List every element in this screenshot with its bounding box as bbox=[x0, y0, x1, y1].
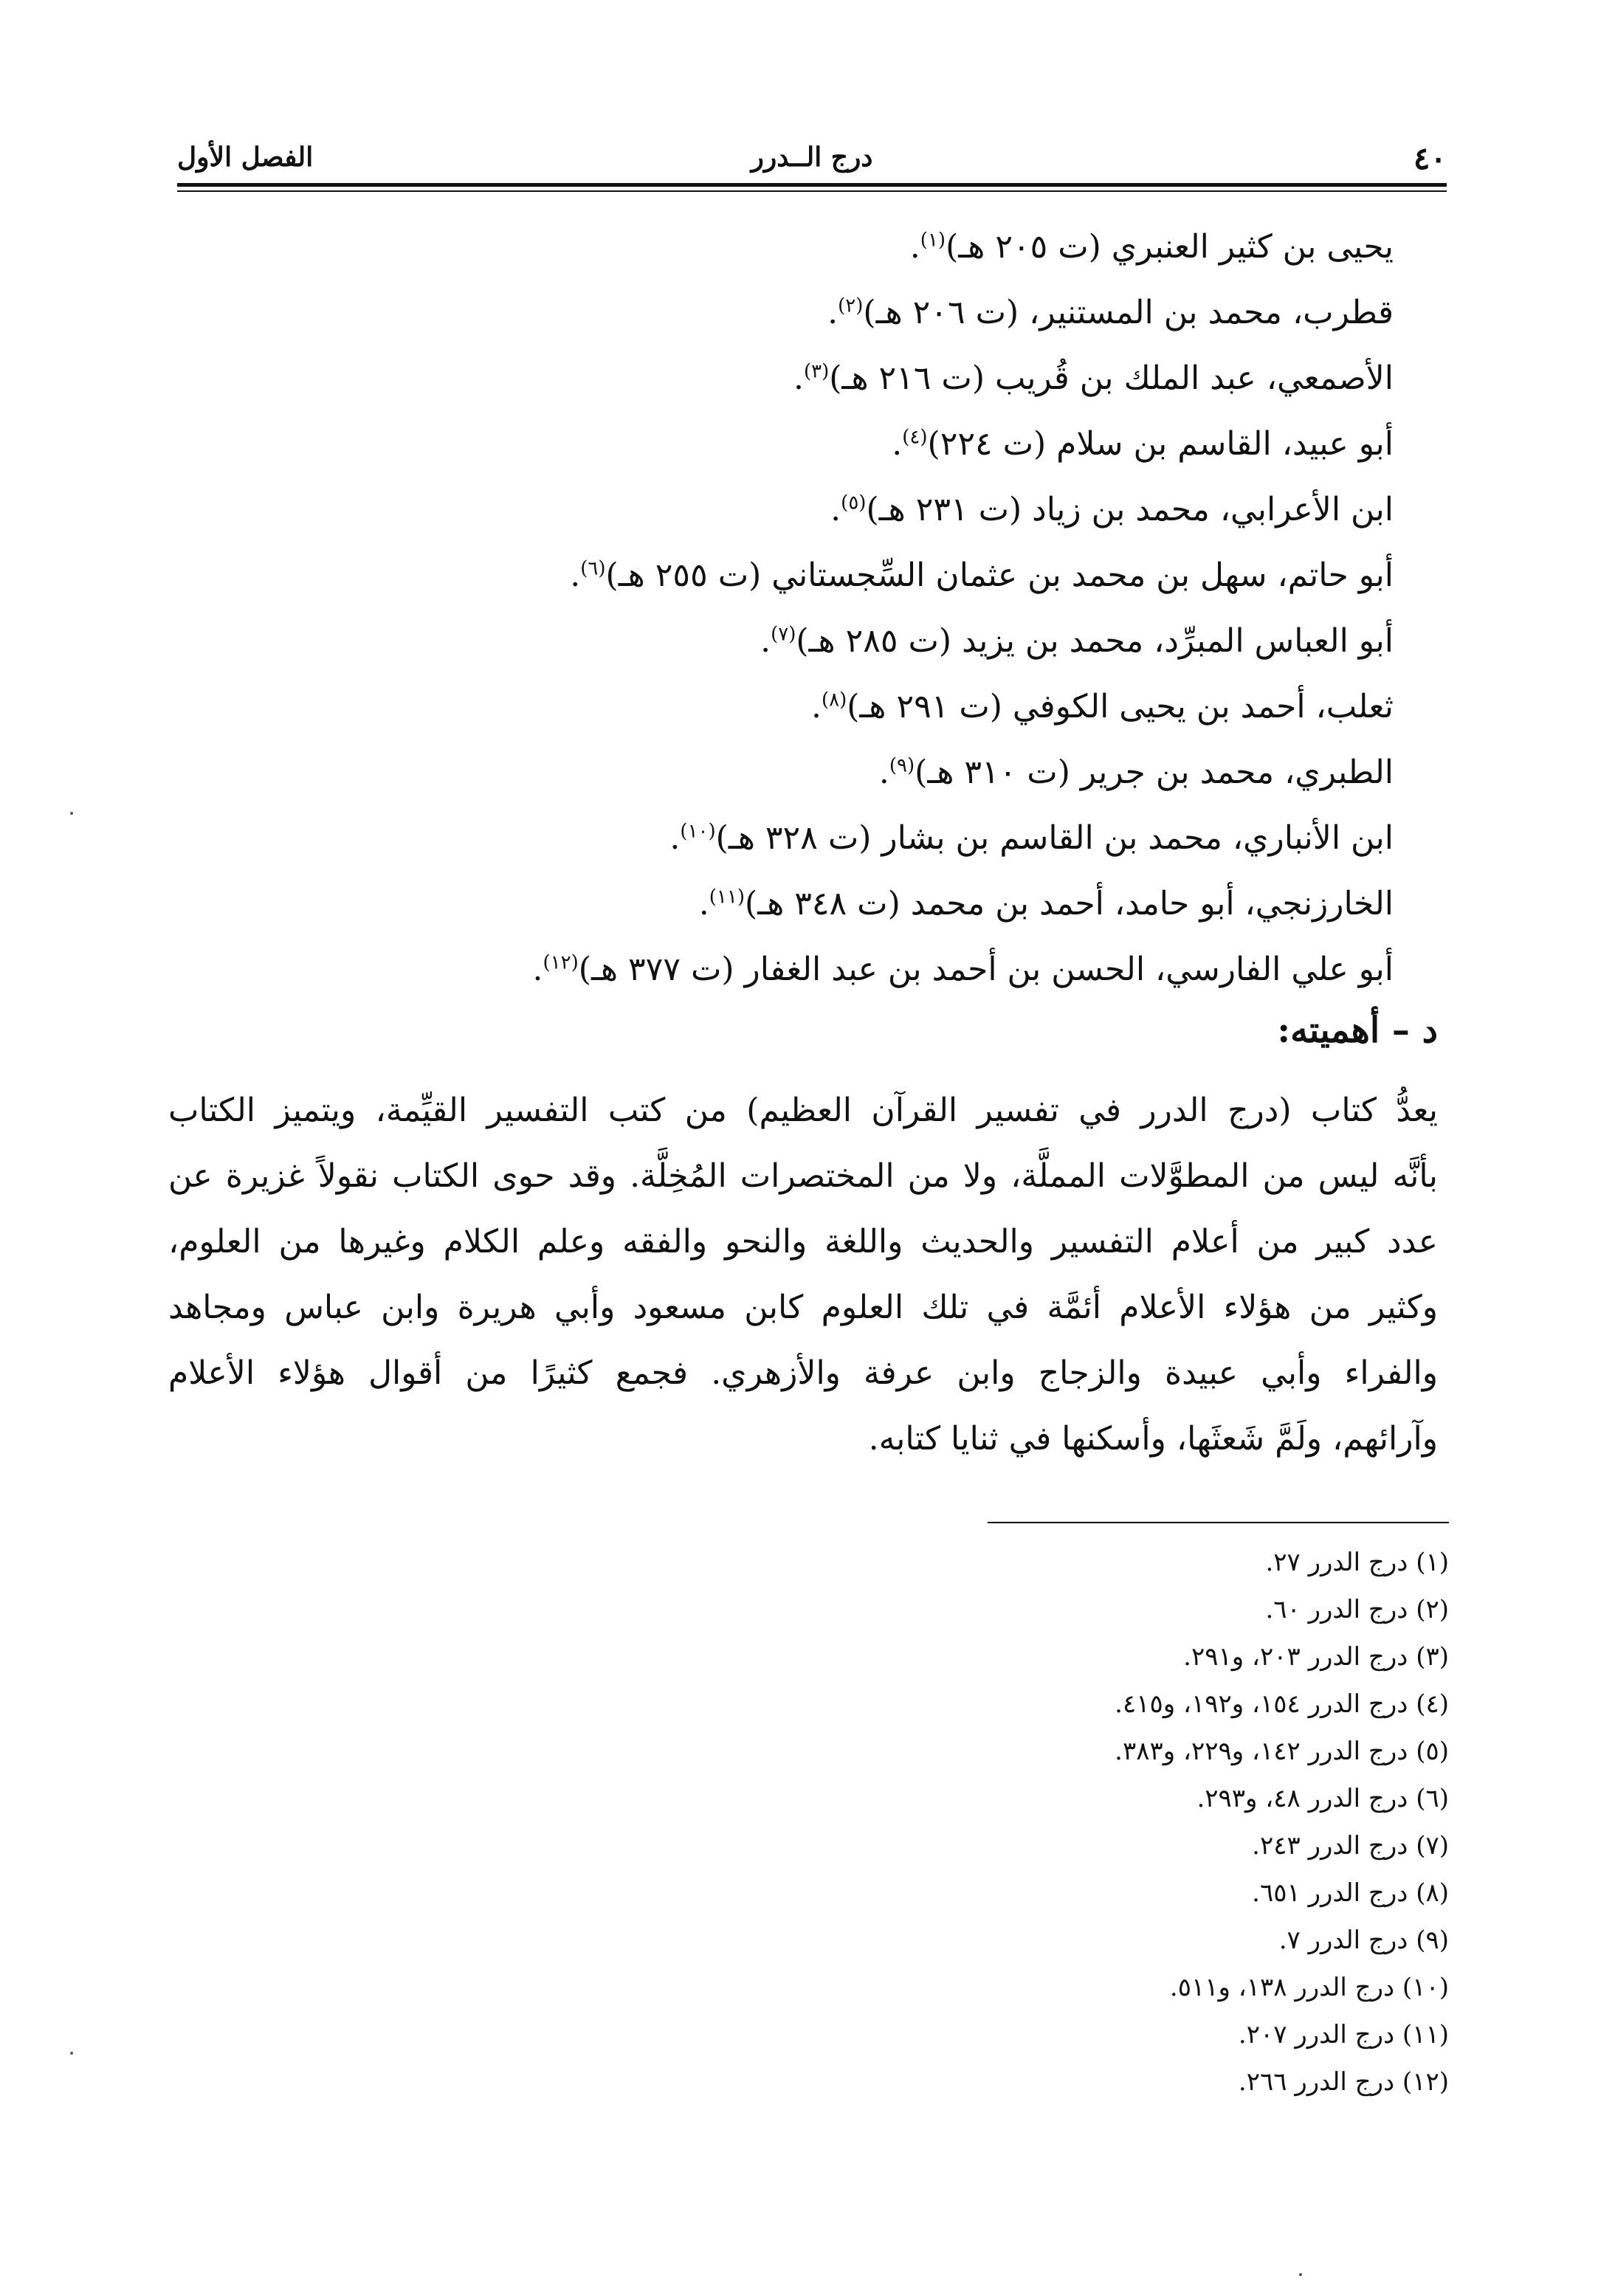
footnote-marker: (٩) bbox=[889, 754, 915, 777]
scholars-list bbox=[286, 214, 1394, 1002]
footnote: (٨) درج الدرر ٦٥١. bbox=[1252, 1878, 1449, 1908]
scan-speck bbox=[70, 812, 73, 815]
scan-speck bbox=[70, 2052, 73, 2055]
scholar-entry: أبو علي الفارسي، الحسن بن أحمد بن عبد الغفار (ت ٣٧٧ هـ)$^{(١٢)}$. bbox=[532, 951, 1394, 988]
paragraph-line: والفراء وأبي عبيدة والزجاج وابن عرفة والأزهري. فجمع كثيرًا من أقوال هؤلاء الأعلام bbox=[168, 1354, 1438, 1392]
footnotes-list bbox=[711, 1539, 1449, 2106]
header-rule-thin bbox=[177, 190, 1447, 192]
scholar-entry: ابن الأنباري، محمد بن القاسم بن بشار (ت ٣٢٨ هـ)$^{(١٠)}$. bbox=[669, 819, 1394, 857]
chapter-title: الفصل الأول bbox=[177, 142, 314, 173]
footnote: (٧) درج الدرر ٢٤٣. bbox=[1252, 1831, 1449, 1861]
paragraph-line: وآرائهم، ولَمَّ شَعثَها، وأسكنها في ثنايا كتابه. bbox=[868, 1420, 1438, 1458]
scholar-entry: الطبري، محمد بن جرير (ت ٣١٠ هـ)$^{(٩)}$. bbox=[878, 754, 1394, 791]
scholar-entry: ابن الأعرابي، محمد بن زياد (ت ٢٣١ هـ)$^{(٥)}$. bbox=[830, 491, 1394, 528]
footnote-marker: (١٠) bbox=[680, 820, 716, 843]
scholar-entry: يحيى بن كثير العنبري (ت ٢٠٥ هـ)$^{(١)}$. bbox=[909, 228, 1394, 266]
footnote: (١٠) درج الدرر ١٣٨، و٥١١. bbox=[1169, 1973, 1449, 2002]
footnote: (٤) درج الدرر ١٥٤، و١٩٢، و٤١٥. bbox=[1115, 1689, 1449, 1719]
footnote-separator bbox=[988, 1522, 1449, 1523]
footnote-marker: (٦) bbox=[580, 557, 606, 580]
running-header bbox=[177, 140, 1447, 185]
paragraph-line: بأنَّه ليس من المطوَّلات المملَّة، ولا من المختصرات المُخِلَّة. وقد حوى الكتاب نقولاً غزيرة عن bbox=[168, 1157, 1438, 1195]
scholar-entry: ثعلب، أحمد بن يحيى الكوفي (ت ٢٩١ هـ)$^{(٨)}$. bbox=[810, 688, 1394, 725]
book-title: درج الــدرر bbox=[751, 142, 873, 173]
footnote: (١٢) درج الدرر ٢٦٦. bbox=[1238, 2067, 1449, 2097]
footnote: (١١) درج الدرر ٢٠٧. bbox=[1238, 2020, 1449, 2049]
body-paragraph bbox=[168, 1078, 1438, 1472]
scholar-entry: أبو حاتم، سهل بن محمد بن عثمان السِّجستاني (ت ٢٥٥ هـ)$^{(٦)}$. bbox=[570, 556, 1394, 594]
footnote-marker: (٨) bbox=[821, 689, 847, 711]
paragraph-line: يعدُّ كتاب (درج الدرر في تفسير القرآن العظيم) من كتب التفسير القيِّمة، ويتميز الكتاب bbox=[168, 1092, 1438, 1129]
scholar-entry: الخارزنجي، أبو حامد، أحمد بن محمد (ت ٣٤٨ هـ)$^{(١١)}$. bbox=[698, 885, 1394, 923]
scholar-entry: أبو عبيد، القاسم بن سلام (ت ٢٢٤)$^{(٤)}$. bbox=[892, 425, 1394, 463]
footnote: (١) درج الدرر ٢٧. bbox=[1265, 1548, 1449, 1577]
scholar-entry: أبو العباس المبرِّد، محمد بن يزيد (ت ٢٨٥ هـ)$^{(٧)}$. bbox=[760, 622, 1394, 660]
footnote-marker: (٧) bbox=[771, 623, 796, 646]
footnote: (٦) درج الدرر ٤٨، و٢٩٣. bbox=[1196, 1784, 1449, 1813]
scholar-entry: قطرب، محمد بن المستنير، (ت ٢٠٦ هـ)$^{(٢)}$. bbox=[827, 294, 1394, 331]
footnote-marker: (١١) bbox=[709, 886, 745, 909]
paragraph-line: عدد كبير من أعلام التفسير والحديث واللغة والنحو والفقه وعلم الكلام وغيرها من العلوم، bbox=[168, 1223, 1438, 1261]
footnote-marker: (١) bbox=[920, 229, 946, 252]
footnote: (٩) درج الدرر ٧. bbox=[1278, 1926, 1449, 1955]
footnote-marker: (١٢) bbox=[543, 951, 579, 974]
footnote-marker: (٤) bbox=[902, 426, 928, 449]
footnote-marker: (٢) bbox=[838, 294, 864, 317]
header-rule-thick bbox=[177, 183, 1447, 187]
footnote: (٣) درج الدرر ٢٠٣، و٢٩١. bbox=[1183, 1642, 1449, 1672]
footnote: (٢) درج الدرر ٦٠. bbox=[1265, 1595, 1449, 1624]
footnote-marker: (٣) bbox=[803, 360, 830, 383]
paragraph-line: وكثير من هؤلاء الأعلام أئمَّة في تلك العلوم كابن مسعود وأبي هريرة وابن عباس ومجاهد bbox=[168, 1289, 1438, 1326]
scan-speck bbox=[1299, 2273, 1302, 2276]
page-number: ٤٠ bbox=[1413, 140, 1447, 176]
scholar-entry: الأصمعي، عبد الملك بن قُريب (ت ٢١٦ هـ)$^{(٣)}$. bbox=[793, 359, 1394, 397]
footnote-marker: (٥) bbox=[841, 492, 867, 514]
footnote: (٥) درج الدرر ١٤٢، و٢٢٩، و٣٨٣. bbox=[1115, 1737, 1449, 1766]
section-heading: د – أهميته: bbox=[1277, 1010, 1438, 1051]
